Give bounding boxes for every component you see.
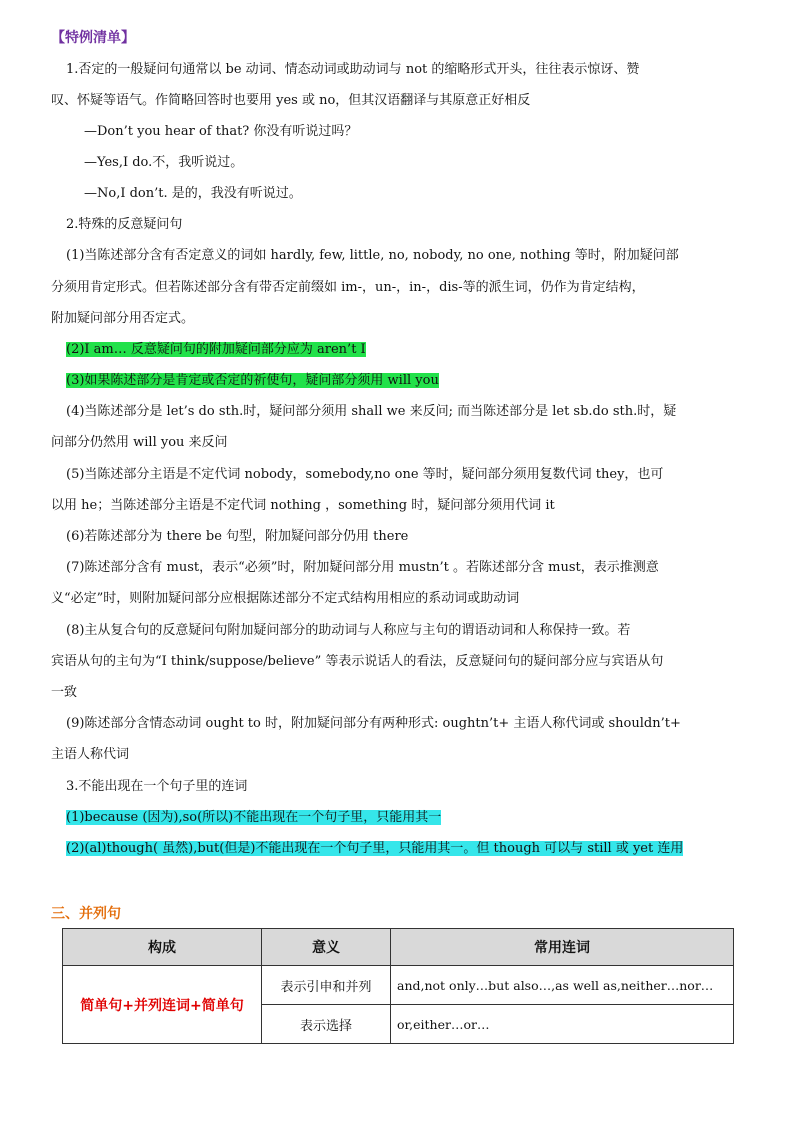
green-highlight: (3)如果陈述部分是肯定或否定的祈使句，疑问部分须用 will you [66, 373, 439, 388]
text-line: (4)当陈述部分是 let’s do sth.时，疑问部分须用 shall we 来反问; 而当陈述部分是 let sb.do sth.时，疑 [66, 404, 677, 419]
highlighted-line [66, 839, 683, 859]
special-list-title: 【特例清单】 [51, 30, 135, 46]
text-line: (7)陈述部分含有 must，表示“必须”时，附加疑问部分用 mustn’t 。若陈述部分含 must，表示推测意 [66, 560, 659, 575]
conjunction-table [62, 928, 734, 1044]
text-line: 问部分仍然用 will you 来反问 [51, 435, 228, 450]
text-line: (1)当陈述部分含有否定意义的词如 hardly, few, little, no, nobody, no one, nothing 等时，附加疑问部 [66, 248, 679, 263]
dialogue-line: —No,I don’t. 是的，我没有听说过。 [84, 186, 302, 201]
highlighted-line [66, 371, 439, 391]
text-line: 宾语从句的主句为“I think/suppose/believe” 等表示说话人的看法，反意疑问句的疑问部分应与宾语从句 [51, 654, 664, 669]
dialogue-line: —Yes,I do.不，我听说过。 [84, 155, 244, 170]
text-line: 附加疑问部分用否定式。 [51, 311, 195, 326]
header-meaning: 意义 [262, 929, 391, 966]
text-line: 一致 [51, 685, 78, 700]
text-line: 主语人称代词 [51, 747, 130, 762]
text-line: (6)若陈述部分为 there be 句型，附加疑问部分仍用 there [66, 529, 409, 544]
subheading: 2.特殊的反意疑问句 [66, 217, 183, 232]
conjunctions-cell: or,either…or… [391, 1005, 734, 1044]
text-line: 义“必定”时，则附加疑问部分应根据陈述部分不定式结构用相应的系动词或助动词 [51, 591, 520, 606]
cyan-highlight: (1)because (因为),so(所以)不能出现在一个句子里，只能用其一 [66, 810, 442, 825]
text-line: 分须用肯定形式。但若陈述部分含有带否定前缀如 im-，un-，in-，dis-等的派生词，仍作为肯定结构， [51, 280, 645, 295]
table-header-row [63, 929, 734, 966]
header-conjunctions: 常用连词 [391, 929, 734, 966]
text-line: (9)陈述部分含情态动词 ought to 时，附加疑问部分有两种形式: oughtn’t+ 主语人称代词或 shouldn’t+ [66, 716, 681, 731]
conjunctions-cell: and,not only…but also…,as well as,neither…nor… [391, 966, 734, 1005]
text-line: (5)当陈述部分主语是不定代词 nobody，somebody,no one 等时，疑问部分须用复数代词 they，也可 [66, 467, 664, 482]
text-line: (8)主从复合句的反意疑问句附加疑问部分的助动词与人称应与主句的谓语动词和人称保持一致。若 [66, 623, 631, 638]
header-structure: 构成 [63, 929, 262, 966]
subheading: 3.不能出现在一个句子里的连词 [66, 779, 248, 794]
structure-cell: 简单句+并列连词+简单句 [63, 966, 262, 1044]
cyan-highlight: (2)(al)though( 虽然),but(但是)不能出现在一个句子里，只能用其一。但 though 可以与 still 或 yet 连用 [66, 841, 684, 856]
dialogue-line: —Don’t you hear of that? 你没有听说过吗？ [84, 124, 358, 139]
text-line: 以用 he；当陈述部分主语是不定代词 nothing ，something 时，疑问部分须用代词 it [51, 498, 555, 513]
text-line: 1.否定的一般疑问句通常以 be 动词、情态动词或助动词与 not 的缩略形式开头，往往表示惊讶、赞 [66, 62, 640, 77]
text-line: 叹、怀疑等语气。作简略回答时也要用 yes 或 no，但其汉语翻译与其原意正好相反 [51, 93, 531, 108]
green-highlight: (2)I am… 反意疑问句的附加疑问部分应为 aren’t I [66, 342, 366, 357]
table-row [63, 966, 734, 1005]
meaning-cell: 表示引申和并列 [262, 966, 391, 1005]
highlighted-line [66, 808, 441, 828]
highlighted-line [66, 340, 366, 360]
section-title: 三、并列句 [51, 906, 121, 922]
meaning-cell: 表示选择 [262, 1005, 391, 1044]
